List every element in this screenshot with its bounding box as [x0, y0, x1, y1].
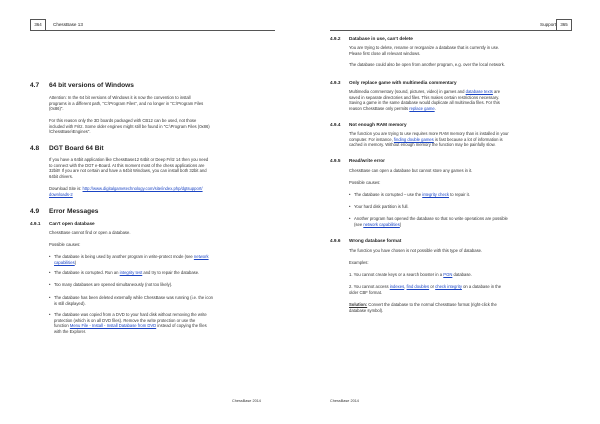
paragraph — [349, 131, 509, 148]
download-link[interactable]: http://www.digitalgametechnology.com/site/index.php/dgtsupport/ — [82, 186, 203, 191]
text-line: older CBF format. — [349, 289, 383, 295]
text-line: saved in separate directories and files. This makes certain restrictions necessary. — [349, 94, 500, 100]
text-line: For this reason only the 3D boards packaged with CB12 can be used, not those — [49, 118, 197, 123]
bullet-icon: • — [49, 282, 51, 287]
paragraph — [349, 89, 500, 111]
paragraph — [349, 302, 497, 313]
section-number: 4.7 — [30, 82, 40, 89]
paragraph — [49, 95, 203, 112]
text-line: 32bit!! If you are not certain and have a 64bit Windows, you can install both 32bit and — [49, 168, 207, 174]
download-label: Download Site is: — [49, 186, 83, 191]
section-title: Not enough RAM memory — [349, 122, 407, 127]
text: 2. You cannot access — [349, 284, 390, 289]
text: The database was copied from a DVD to your hard disk without removing the write — [54, 312, 207, 317]
section-title: Wrong database format — [349, 238, 402, 243]
paragraph: ChessBase can open a database but cannot store any games in it. — [349, 168, 473, 173]
text-line: cached in memory. Without enough memory the function may be painfully slow. — [349, 142, 496, 148]
text: or — [429, 284, 436, 289]
section-number: 4.9 — [30, 208, 40, 215]
paragraph — [49, 118, 210, 135]
section-number: 4.9.2 — [330, 36, 341, 41]
section-number: 4.9.5 — [330, 158, 341, 163]
text-line: Attention: In the 64 bit versions of Windows it is now the convention to install — [49, 95, 191, 100]
text: instead of copying the files — [156, 323, 207, 329]
page-number: 364 — [30, 19, 46, 31]
paragraph: The function you have chosen is not possible with this type of database. — [349, 248, 483, 253]
paragraph — [349, 45, 499, 56]
list-item — [49, 295, 289, 307]
integrity-check-link[interactable]: integrity check — [422, 192, 449, 197]
text: on a database in the — [461, 284, 502, 289]
section-number: 4.9.1 — [30, 221, 41, 226]
database-texts-link[interactable]: database texts — [465, 89, 493, 94]
header-title: Support — [540, 22, 557, 27]
text: are — [492, 89, 501, 94]
bullet-icon: • — [49, 270, 51, 275]
finding-double-games-link[interactable]: finding double games — [393, 136, 434, 142]
text: 1. You cannot create keys or a search booster in a — [349, 272, 444, 277]
text: is still displayed). — [54, 300, 86, 306]
paragraph — [349, 284, 501, 295]
text-line: Saving a game in the same database would duplicate all multimedia files. For this — [349, 100, 500, 106]
network-capabilities-link[interactable]: network — [193, 254, 209, 259]
text: ) — [74, 259, 77, 265]
section-title: Database in use, can't delete — [349, 36, 413, 41]
header-title: ChessBase 13 — [53, 22, 83, 27]
page-number: 365 — [556, 19, 572, 31]
text: , — [404, 284, 407, 289]
text: database. — [452, 272, 472, 277]
right-page — [300, 0, 600, 424]
list-item — [49, 254, 289, 266]
find-doubles-link[interactable]: find doubles — [406, 284, 430, 289]
text: protection (which is on all DVD files). Remove the write protection or use the — [54, 317, 196, 323]
section-number: 4.8 — [30, 145, 40, 152]
text-line: database symbol). — [349, 307, 384, 313]
bullet-icon: • — [349, 204, 351, 209]
paragraph — [49, 157, 208, 179]
section-title: Only replace game with multimedia commentary — [349, 80, 457, 85]
text: Multimedia commentary (sound, pictures, video) in games and — [349, 89, 466, 94]
section-title: Can't open database — [49, 221, 95, 226]
section-title: Error Messages — [49, 208, 99, 215]
section-number: 4.9.3 — [330, 80, 341, 85]
text-line: 64bit drivers. — [49, 173, 73, 179]
right-page-header — [330, 20, 570, 31]
text: is fast because a lot of information is — [433, 136, 503, 142]
indexes-link[interactable]: indexes — [389, 284, 405, 289]
list-item — [49, 312, 289, 336]
install-database-link[interactable]: Menu File - Install - Install Database from DVD — [69, 323, 157, 329]
list-item — [49, 270, 289, 276]
text: The database has been deleted externally while ChessBase was running (i.e. the icon — [54, 295, 213, 300]
section-number: 4.9.4 — [330, 122, 341, 127]
text: The database is being used by another program in write-protect mode (see — [54, 254, 194, 259]
network-capabilities-link[interactable]: network capabilities — [363, 221, 400, 227]
text-line: (0x86)". — [49, 106, 64, 112]
page-footer: ChessBase 2014 — [232, 399, 261, 403]
bullet-icon: • — [349, 192, 351, 197]
paragraph: Possible causes: — [349, 180, 381, 185]
text-line: You are trying to delete, rename or reorganize a database that is currently in use. — [349, 45, 500, 50]
paragraph: ChessBase cannot find or open a database. — [49, 230, 131, 235]
left-page-header — [30, 20, 275, 31]
bullet-icon: • — [49, 295, 51, 300]
check-integrity-link[interactable]: check integrity — [435, 284, 462, 289]
text: and try to repair the database. — [142, 270, 200, 275]
pgn-link[interactable]: PGN — [443, 272, 453, 277]
paragraph: The database could also be open from another program, e.g. over the local network. — [349, 62, 505, 67]
text: (see — [354, 221, 364, 227]
text-line: If you have a 64bit application like ChessBase12 64bit or Deep Fritz 14 then you need — [49, 157, 209, 162]
paragraph — [349, 272, 472, 278]
text-line: included with Fritz. Some older engines might still be found in "C:\Program Files (0x86) — [49, 123, 210, 129]
paragraph — [49, 186, 203, 197]
integrity-test-link[interactable]: integrity test — [119, 270, 143, 275]
section-title: 64 bit versions of Windows — [49, 82, 134, 89]
text: Your hard disk partition is full. — [354, 204, 409, 209]
text-line: The function you are trying to use requires more RAM memory than is installed in your — [349, 131, 509, 136]
section-number: 4.9.6 — [330, 238, 341, 243]
bullet-icon: • — [49, 254, 51, 259]
section-title: Read/write error — [349, 158, 385, 163]
paragraph: Examples: — [349, 260, 369, 265]
list-item — [349, 192, 589, 198]
text: reason ChessBase only permits — [349, 105, 410, 111]
text-line: to connect with the DGT e-Board. At this moment most of the chess applications are — [49, 162, 205, 168]
replace-game-link[interactable]: replace game — [409, 105, 435, 111]
text: Another program has opened the database so that no write operations are possible — [354, 216, 508, 221]
text: Convert the database to the normal ChessBase format (right-click the — [367, 302, 497, 307]
paragraph: Possible causes: — [49, 242, 81, 247]
section-title: DGT Board 64 Bit — [49, 145, 104, 152]
text: The database is corrupted. Run an — [54, 270, 120, 275]
page-footer: ChessBase 2014 — [330, 399, 359, 403]
text-line: programs in a different path, "C:\Program Files", and no longer in "C:\Program Files — [49, 100, 204, 106]
list-item — [49, 282, 289, 288]
text: computer. For instance, — [349, 136, 394, 142]
text: function — [54, 323, 70, 329]
list-item — [349, 204, 589, 210]
text: Too many databases are opened simultaneously (not too likely). — [54, 282, 173, 287]
list-item — [349, 216, 589, 228]
network-capabilities-link[interactable]: capabilities — [54, 259, 75, 265]
text-line: Please first close all relevant windows. — [349, 50, 421, 56]
bullet-icon: • — [49, 312, 51, 317]
text: ) — [399, 221, 402, 227]
text-line: \ChessBase\Engines". — [49, 129, 91, 135]
text: to repair it. — [448, 192, 470, 197]
text: . — [434, 105, 436, 111]
text: with the Explorer. — [54, 328, 87, 334]
text: The database is corrupted – use the — [354, 192, 423, 197]
solution-label: Solution: — [349, 302, 368, 307]
download-link[interactable]: downloads-2 — [49, 191, 73, 197]
bullet-icon: • — [349, 216, 351, 221]
